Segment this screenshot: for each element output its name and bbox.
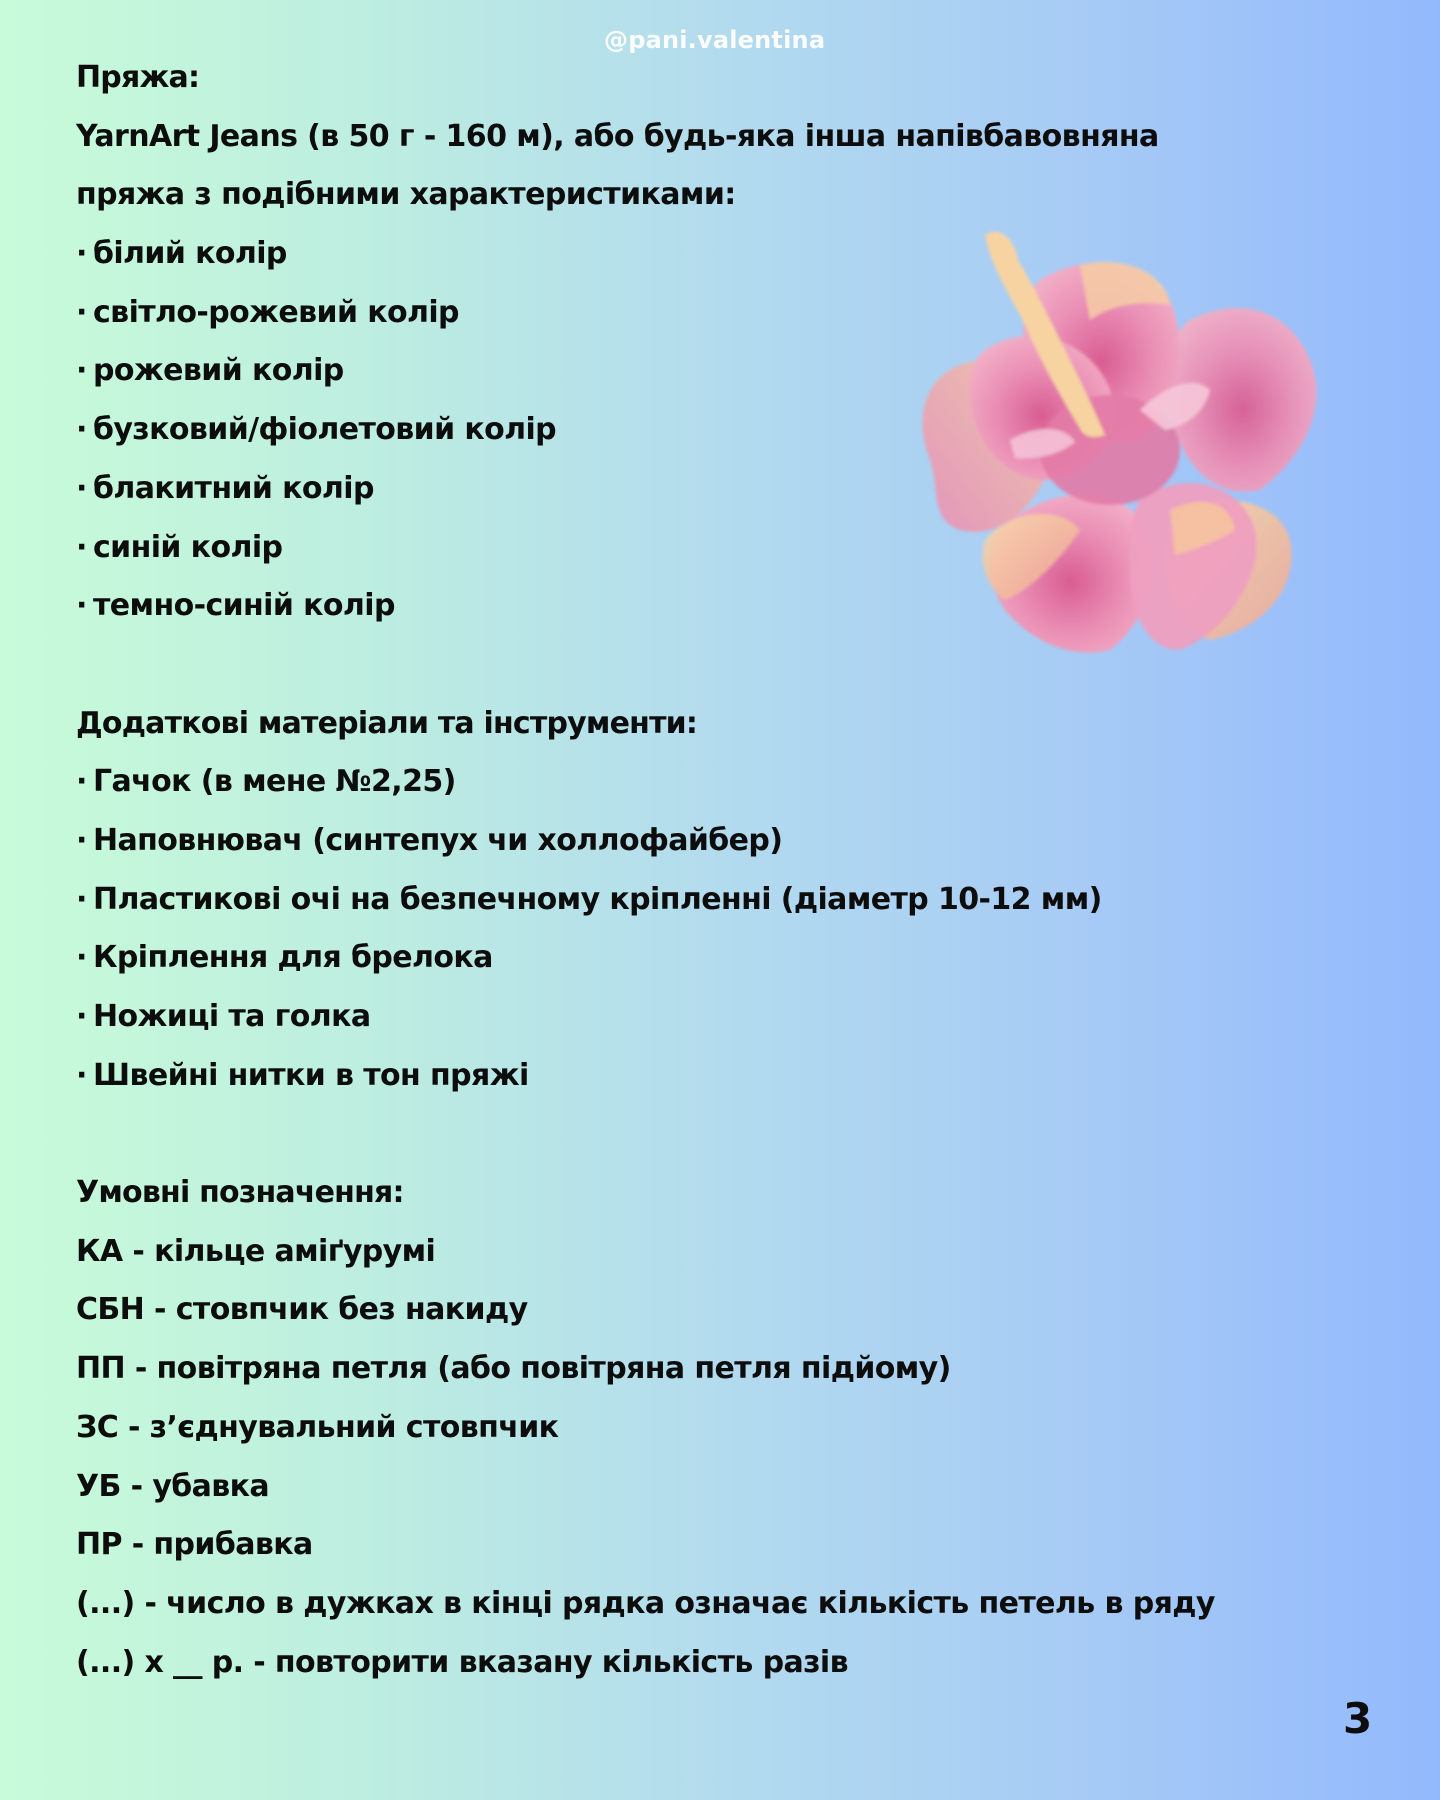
material-label: Пластикові очі на безпечному кріпленні (діаметр 10-12 мм) <box>93 881 1102 917</box>
bullet-dot-icon: · <box>76 764 87 800</box>
yarn-color-label: білий колір <box>93 236 287 272</box>
yarn-color-item <box>76 577 1215 636</box>
bullet-dot-icon: · <box>76 940 87 976</box>
material-item <box>76 988 1215 1047</box>
bullet-dot-icon: · <box>76 353 87 389</box>
material-label: Наповнювач (синтепух чи холлофайбер) <box>93 822 783 858</box>
material-item <box>76 812 1215 871</box>
material-label: Ножиці та голка <box>93 999 371 1034</box>
bullet-dot-icon: · <box>76 294 87 330</box>
page-number: 3 <box>1343 1694 1373 1743</box>
yarn-color-label: синій колір <box>93 529 283 565</box>
bullet-dot-icon: · <box>76 412 87 448</box>
material-item <box>76 753 1215 812</box>
bullet-dot-icon: · <box>76 822 87 858</box>
bullet-dot-icon: · <box>76 999 87 1034</box>
legend-item: СБН - стовпчик без накиду <box>76 1292 528 1328</box>
yarn-color-item <box>76 284 1215 343</box>
yarn-color-item <box>76 401 1215 460</box>
bullet-dot-icon: · <box>76 881 87 917</box>
section-heading-materials: Додаткові матеріали та інструменти: <box>76 705 698 741</box>
yarn-color-item <box>76 225 1215 284</box>
yarn-description-line: YarnArt Jeans (в 50 г - 160 м), або будь-яка інша напівбавовняна <box>76 118 1159 154</box>
legend-item: (...) x __ р. - повторити вказану кількість разів <box>76 1644 849 1680</box>
yarn-color-label: блакитний колір <box>93 470 374 506</box>
material-label: Швейні нитки в тон пряжі <box>93 1057 529 1093</box>
yarn-color-label: світло-рожевий колір <box>93 294 459 330</box>
legend-item: ЗС - з’єднувальний стовпчик <box>76 1409 559 1445</box>
bullet-dot-icon: · <box>76 470 87 506</box>
section-heading-yarn: Пряжа: <box>76 60 200 95</box>
yarn-color-item <box>76 519 1215 578</box>
material-item <box>76 1047 1215 1106</box>
yarn-color-item <box>76 460 1215 519</box>
section-heading-legend: Умовні позначення: <box>76 1175 404 1211</box>
document-content <box>76 49 1215 1692</box>
bullet-dot-icon: · <box>76 588 87 624</box>
spacer <box>76 636 1215 695</box>
yarn-color-label: темно-синій колір <box>93 588 395 624</box>
legend-item: УБ - убавка <box>76 1468 270 1504</box>
yarn-color-label: рожевий колір <box>93 353 344 389</box>
spacer <box>76 1105 1215 1164</box>
legend-item: КА - кільце аміґурумі <box>76 1233 436 1269</box>
legend-item: ПР - прибавка <box>76 1527 313 1563</box>
material-item <box>76 871 1215 930</box>
material-item <box>76 929 1215 988</box>
legend-item: ПП - повітряна петля (або повітряна петля підйому) <box>76 1351 951 1387</box>
legend-item: (...) - число в дужках в кінці рядка означає кількість петель в ряду <box>76 1585 1215 1621</box>
bullet-dot-icon: · <box>76 1057 87 1093</box>
author-watermark: @pani.valentina <box>604 26 826 54</box>
bullet-dot-icon: · <box>76 529 87 565</box>
yarn-color-label: бузковий/фіолетовий колір <box>93 412 557 448</box>
yarn-description-line: пряжа з подібними характеристиками: <box>76 177 736 213</box>
bullet-dot-icon: · <box>76 236 87 272</box>
material-label: Кріплення для брелока <box>93 940 493 976</box>
yarn-color-item <box>76 342 1215 401</box>
material-label: Гачок (в мене №2,25) <box>93 764 456 800</box>
